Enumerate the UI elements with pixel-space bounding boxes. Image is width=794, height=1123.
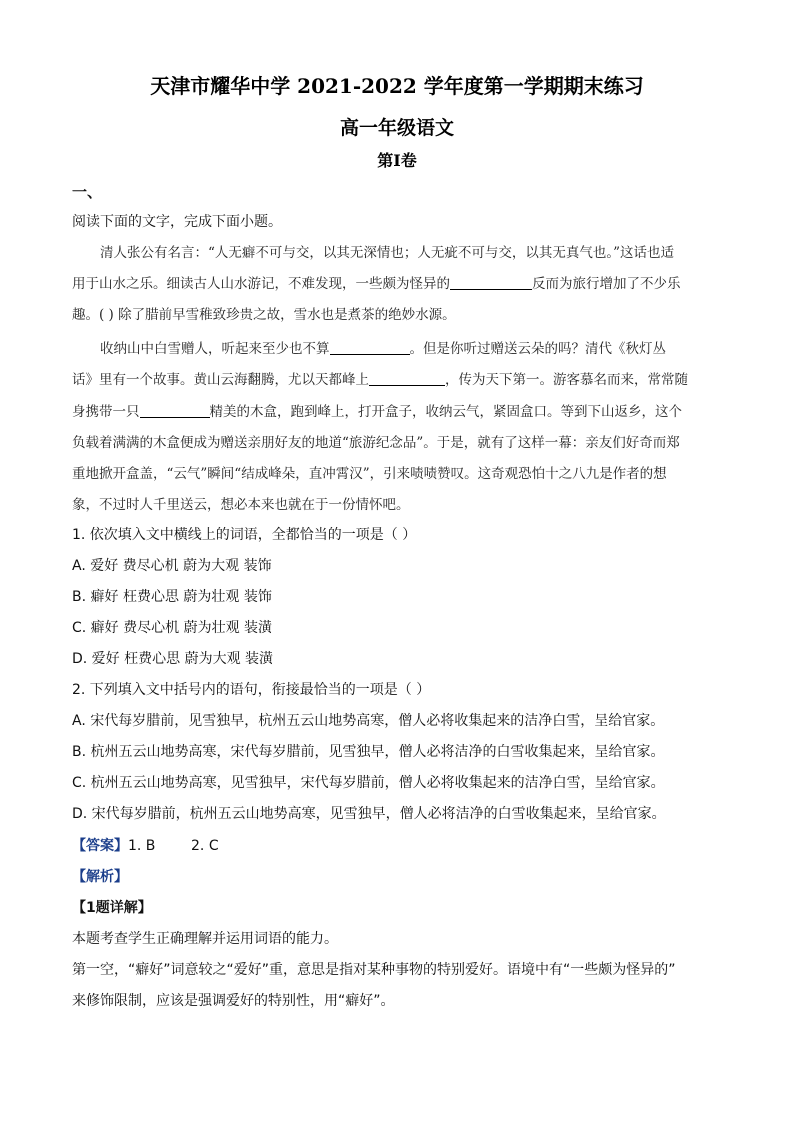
answer-text: 1. B 2. C bbox=[128, 838, 219, 854]
passage-text: ，传为天下第一。游客慕名而来，常常随 bbox=[445, 372, 688, 388]
option-a: A. 宋代每岁腊前，见雪独早，杭州五云山地势高寒，僧人必将收集起来的洁净白雪，呈给官家。 bbox=[72, 713, 665, 729]
passage-text: 身携带一只 bbox=[72, 404, 140, 420]
passage-line: 负载着满满的木盒便成为赠送亲朋好友的地道“旅游纪念品”。于是，就有了这样一幕：亲友们好奇而郑 bbox=[72, 435, 680, 451]
passage-line bbox=[72, 370, 722, 390]
passage-text: 话》里有一个故事。黄山云海翻腾，尤以天都峰上 bbox=[72, 372, 369, 388]
option-b: B. 杭州五云山地势高寒，宋代每岁腊前，见雪独早，僧人必将洁净的白雪收集起来，呈给官家。 bbox=[72, 744, 665, 760]
passage-line bbox=[72, 402, 722, 422]
option-c: C. 癖好 费尽心机 蔚为壮观 装潢 bbox=[72, 620, 273, 636]
detail-line: 第一空，“癖好”词意较之“爱好”重，意思是指对某种事物的特别爱好。语境中有“一些颇为怪异的” bbox=[72, 962, 676, 978]
question-stem: 1. 依次填入文中横线上的词语，全都恰当的一项是（ ） bbox=[72, 527, 417, 543]
fill-blank bbox=[140, 403, 210, 418]
option-d: D. 爱好 枉费心思 蔚为大观 装潢 bbox=[72, 651, 274, 667]
question-stem: 2. 下列填入文中括号内的语句，衔接最恰当的一项是（ ） bbox=[72, 682, 431, 698]
passage-line bbox=[100, 339, 722, 359]
answer-line bbox=[72, 836, 722, 856]
passage-text: 收纳山中白雪赠人，听起来至少也不算 bbox=[100, 341, 330, 357]
answer-label: 【答案】 bbox=[72, 838, 128, 854]
option-c: C. 杭州五云山地势高寒，见雪独早，宋代每岁腊前，僧人必将收集起来的洁净白雪，呈给官家。 bbox=[72, 775, 665, 791]
passage-line: 重地掀开盒盖，“云气”瞬间“结成峰朵，直冲霄汉”，引来啧啧赞叹。这奇观恐怕十之八九是作者的想 bbox=[72, 466, 667, 482]
passage-line: 清人张公有名言：“人无癖不可与交，以其无深情也；人无疵不可与交，以其无真气也。”这话也适 bbox=[100, 245, 675, 261]
option-d: D. 宋代每岁腊前，杭州五云山地势高寒，见雪独早，僧人必将洁净的白雪收集起来，呈给官家。 bbox=[72, 806, 666, 822]
section-instruction: 阅读下面的文字，完成下面小题。 bbox=[72, 214, 282, 230]
detail-label: 【1题详解】 bbox=[72, 900, 152, 916]
passage-text: 。但是你听过赠送云朵的吗？清代《秋灯丛 bbox=[409, 341, 666, 357]
exam-title: 天津市耀华中学 2021-2022 学年度第一学期期末练习 bbox=[150, 74, 644, 98]
passage-line bbox=[72, 274, 722, 294]
analysis-line bbox=[72, 867, 722, 887]
passage-line: 趣。( ) 除了腊前早雪稚致珍贵之故，雪水也是煮茶的绝妙水源。 bbox=[72, 307, 456, 323]
detail-line: 本题考查学生正确理解并运用词语的能力。 bbox=[72, 931, 338, 947]
option-b: B. 癖好 枉费心思 蔚为壮观 装饰 bbox=[72, 589, 272, 605]
fill-blank bbox=[450, 275, 532, 290]
fill-blank bbox=[330, 340, 410, 355]
section-number: 一、 bbox=[72, 183, 103, 201]
detail-line: 来修饰限制，应该是强调爱好的特别性，用“癖好”。 bbox=[72, 993, 395, 1009]
fill-blank bbox=[369, 371, 445, 386]
option-a: A. 爱好 费尽心机 蔚为大观 装饰 bbox=[72, 558, 272, 574]
passage-line: 象，不过时人千里送云，想必本来也就在于一份情怀吧。 bbox=[72, 497, 410, 513]
volume-label: 第Ⅰ卷 bbox=[377, 151, 417, 170]
passage-text: 用于山水之乐。细读古人山水游记，不难发现，一些颇为怪异的 bbox=[72, 276, 450, 292]
passage-text: 精美的木盒，跑到峰上，打开盒子，收纳云气，紧固盒口。等到下山返乡，这个 bbox=[209, 404, 682, 420]
exam-subtitle: 高一年级语文 bbox=[339, 117, 454, 139]
passage-text: 反而为旅行增加了不少乐 bbox=[532, 276, 681, 292]
analysis-label: 【解析】 bbox=[72, 869, 128, 885]
